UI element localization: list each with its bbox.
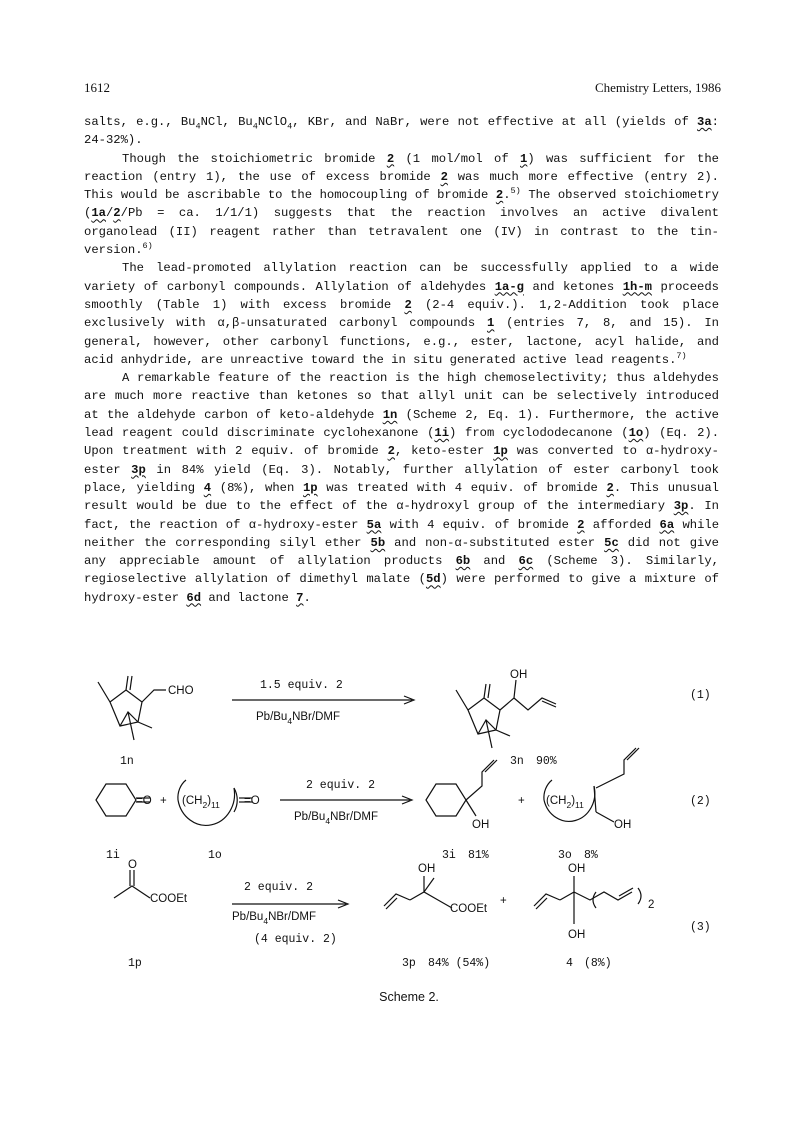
eq1-yield: 90% [536,755,557,768]
compound-ref: 1o [628,426,644,441]
eq3-oh-4-bottom: OH [568,929,586,941]
compound-ref: 2 [113,206,121,221]
compound-ref: 1a [91,206,106,221]
paragraph-2: Though the stoichiometric bromide 2 (1 mol/mol of 1) was sufficient for the reaction (entry 1), the use of excess bromide 2 was much more effective (entry 2). This would be ascribable to the homocoupling of bromide 2.$^{5)}$ The observed stoichiometry (1a/2/Pb = ca. 1/1/1) suggests that the reaction involves an active divalent organolead (II) reagent rather than tetravalent one (IV) in contrast to the tin-version.$^{6)}$ [84,151,719,258]
structure-3n [456,680,556,748]
eq2-number: (2) [690,795,711,808]
eq1-cho: CHO [168,685,194,697]
eq1-number: (1) [690,689,711,702]
reaction-scheme-figure [84,668,734,988]
compound-ref: 5c [604,535,619,550]
eq2-carbonyl-1i: =O [136,795,152,807]
eq3-carbonyl-o: O [128,859,137,871]
compound-ref: 5a [366,517,382,532]
compound-ref: 2 [577,517,585,532]
eq3-label-4: 4 [566,957,573,970]
eq2-label-3i: 3i [442,849,456,862]
compound-ref: 1h-m [622,279,652,294]
paragraph-1: salts, e.g., $Bu_4NCl$, $Bu_4NClO_4$, KBr, and NaBr, were not effective at all (yields of 3a: 24-32%). [84,115,719,148]
eq2-yield-3i: 81% [468,849,489,862]
compound-ref: 2 [440,169,448,184]
eq3-oh-4-top: OH [568,863,586,875]
structure-3i [426,760,497,816]
compound-ref: 7 [296,590,304,605]
compound-ref: 2 [386,151,395,166]
structure-3o [544,748,639,822]
compound-ref: 4 [203,480,212,495]
compound-ref: 2 [495,188,504,203]
eq2-label-1i: 1i [106,849,120,862]
compound-ref: 2 [404,297,412,312]
compound-ref: 1 [520,151,528,166]
eq3-reagent-bottom: $Pb/Bu_4NBr$/DMF [232,911,316,926]
compound-ref: 5b [370,535,386,550]
eq3-label-3p: 3p [402,957,416,970]
citation: 5) [510,186,521,197]
eq3-ester-1p: COOEt [150,893,188,905]
citation: 7) [676,350,687,361]
compound-ref: 1 [486,316,495,331]
eq1-label-3n: 3n [510,755,524,768]
compound-ref: 1n [382,407,398,422]
eq3-oh-3p: OH [418,863,436,875]
citation: 6) [142,241,153,252]
scheme-2 [84,668,734,1018]
structure-4 [534,876,641,924]
eq3-plus: + [500,895,507,907]
eq3-number: (3) [690,921,711,934]
eq3-label-1p: 1p [128,957,142,970]
compound-ref: 3p [131,462,146,477]
compound-ref: 1p [493,444,508,459]
compound-ref: 3a [697,115,712,129]
compound-ref: 5d [425,572,441,587]
structure-1n [98,676,166,740]
compound-ref: 6a [659,517,675,532]
eq2-reagent-top: 2 equiv. 2 [306,779,376,792]
eq2-oh-3o: OH [614,819,632,831]
body-text [84,113,719,607]
journal-name: Chemistry Letters, 1986 [594,80,721,95]
compound-ref: 1i [434,426,450,441]
eq2-plus-products: + [518,795,525,807]
scheme-caption: Scheme 2. [379,990,439,1004]
eq2-reagent-bottom: $Pb/Bu_4NBr$/DMF [294,811,378,826]
eq1-label-1n: 1n [120,755,134,768]
structure-1p [114,870,150,898]
paragraph-3: The lead-promoted allylation reaction can be successfully applied to a wide variety of carbonyl compounds. Allylation of aldehydes 1a-g and ketones 1h-m proceeds smoothly (Table 1) with excess bromide 2 (2-4 equiv.). 1,2-Addition took place exclusively with α,β-unsaturated carbonyl compounds 1 (entries 7, 8, and 15). In general, however, other carbonyl functions, e.g., ester, lactone, acyl halide, and acid anhydride, are unreactive toward the in situ generated active lead reagents.$^{7)}$ [84,261,720,367]
eq1-reagent-bottom: $Pb/Bu_4NBr$/DMF [256,711,340,726]
eq3-yield-4: (8%) [584,957,612,970]
paragraph-4: A remarkable feature of the reaction is the high chemoselectivity; thus aldehydes are much more reactive than ketones so that allyl unit can be selectively introduced at the aldehyde carbon of keto-aldehyde 1n (Scheme 2, Eq. 1). Furthermore, the active lead reagent could discriminate cyclohexanone (1i) from cyclododecanone (1o) (Eq. 2). Upon treatment with 2 equiv. of bromide 2, keto-ester 1p was converted to α-hydroxy-ester 3p in 84% yield (Eq. 3). Notably, further allylation of ester carbonyl took place, yielding 4 (8%), when 1p was treated with 4 equiv. of bromide 2. This unusual result would be due to the effect of the α-hydroxyl group of the intermediary 3p. In fact, the reaction of α-hydroxy-ester 5a with 4 equiv. of bromide 2 afforded 6a while neither the corresponding silyl ether 5b and non-α-substituted ester 5c did not give any appreciable amount of allylation products 6b and 6c (Scheme 3). Similarly, regioselective allylation of dimethyl malate (5d) were performed to give a mixture of hydroxy-ester 6d and lactone 7. [84,371,720,605]
compound-ref: 1p [302,480,318,495]
eq1-oh: OH [510,669,528,681]
eq3-reagent-extra: (4 equiv. 2) [254,933,337,946]
eq2-label-1o: 1o [208,849,222,862]
compound-ref: 6d [186,590,202,605]
eq2-oh-3i: OH [472,819,490,831]
structure-3p [384,876,452,909]
page-header [84,80,721,100]
eq3-yield-3p: 84% (54%) [428,957,491,970]
eq2-carbonyl-1o: =O [244,795,260,807]
compound-ref: 2 [387,444,395,459]
eq3-reagent-top: 2 equiv. 2 [244,881,314,894]
compound-ref: 2 [606,480,614,495]
compound-ref: 6c [518,554,534,569]
eq2-label-3o: 3o [558,849,572,862]
eq2-yield-3o: 8% [584,849,598,862]
compound-ref: 3p [673,499,689,514]
eq2-plus: + [160,795,167,807]
eq2-ring-3o: $(CH_2)_{11}$ [546,795,584,810]
eq1-reagent-top: 1.5 equiv. 2 [260,679,343,692]
compound-ref: 6b [455,554,471,569]
eq3-paren-sub: 2 [648,899,655,911]
compound-ref: 1a-g [494,279,524,294]
page-number: 1612 [84,80,110,95]
eq3-ester-3p: COOEt [450,903,488,915]
eq2-ring-1o: $(CH_2)_{11}$ [182,795,220,810]
